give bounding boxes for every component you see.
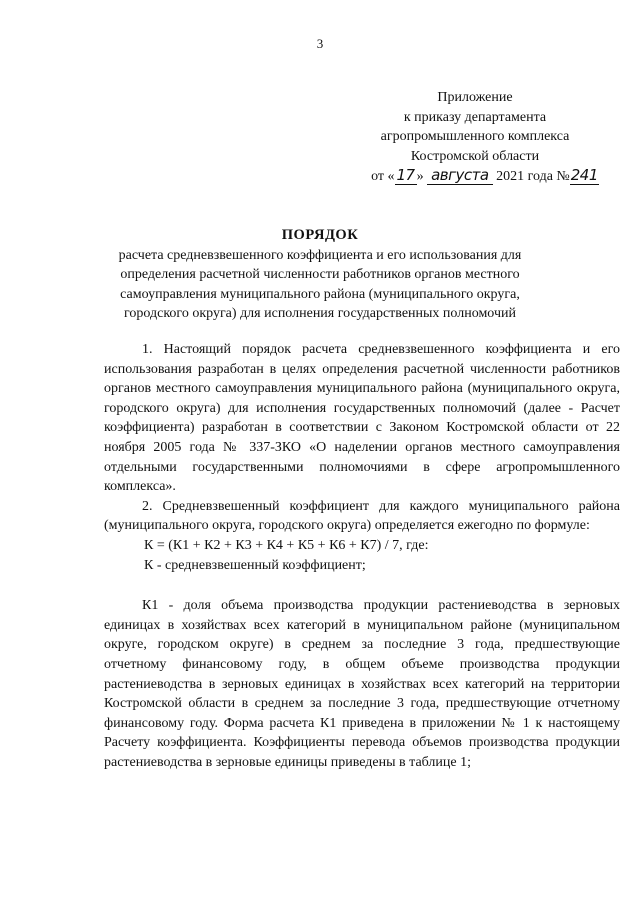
spacer <box>104 575 620 596</box>
page-number: 3 <box>316 36 324 51</box>
appendix-line-4: Костромской области <box>410 148 540 164</box>
k1-definition: К1 - доля объема производства продукции растениеводства в зерновых единицах в хозяйствах всех категорий в муниципальном районе (муниципальном округе, городском округе) в среднем за последние 3 года, предшествующие отчетному финансовому году, в общем объеме производства продукции растениеводства в зерновых единицах в хозяйствах всех категорий на территории Костромской области в среднем за последние 3 года, предшествующие отчетному финансовому году. Форма расчета К1 приведена в приложении № 1 к настоящему Расчету коэффициента. Коэффициенты перевода объемов производства продукции растениеводства в зерновые единицы приведены в таблице 1; <box>104 598 620 770</box>
paragraph-2: 2. Средневзвешенный коэффициент для каждого муниципального района (муниципального округа, городского округа) определяется ежегодно по формуле: <box>104 498 620 534</box>
paragraph-1: 1. Настоящий порядок расчета средневзвешенного коэффициента и его использования разработан в целях определения расчетной численности работников органов местного самоуправления муниципального района (муниципального округа, городского округа) для исполнения государственных полномочий (далее - Расчет коэффициента) разработан в соответствии с Законом Костромской области от 22 ноября 2005 года № 337-ЗКО «О наделении органов местного самоуправления отдельными государственными полномочиями в сфере агропромышленного комплекса». <box>104 342 620 495</box>
appendix-header <box>330 88 620 187</box>
handwritten-order-number: 241 <box>570 166 598 184</box>
handwritten-day: 17 <box>396 166 415 184</box>
document-body <box>104 340 620 772</box>
date-day-close: » <box>416 169 424 184</box>
date-year: 2021 года № <box>496 169 570 184</box>
formula: К = (К1 + К2 + К3 + К4 + К5 + К6 + К7) / 7, где: <box>144 537 429 553</box>
appendix-line-1: Приложение <box>437 90 513 105</box>
date-prefix: от « <box>371 169 395 184</box>
order-date-line <box>350 166 620 187</box>
appendix-line-3: агропромышленного комплекса <box>380 129 570 144</box>
appendix-line-2: к приказу департамента <box>403 109 547 125</box>
document-title: ПОРЯДОК <box>281 227 359 243</box>
k-definition: К - средневзвешенный коэффициент; <box>144 557 366 573</box>
handwritten-month: августа <box>427 166 492 185</box>
document-subtitle: расчета средневзвешенного коэффициента и его использования для определения расчетной численности работников органов местного самоуправления муниципального района (муниципального округа, городского округа) для исполнения государственных полномочий <box>118 247 522 321</box>
document-title-block <box>100 226 540 324</box>
